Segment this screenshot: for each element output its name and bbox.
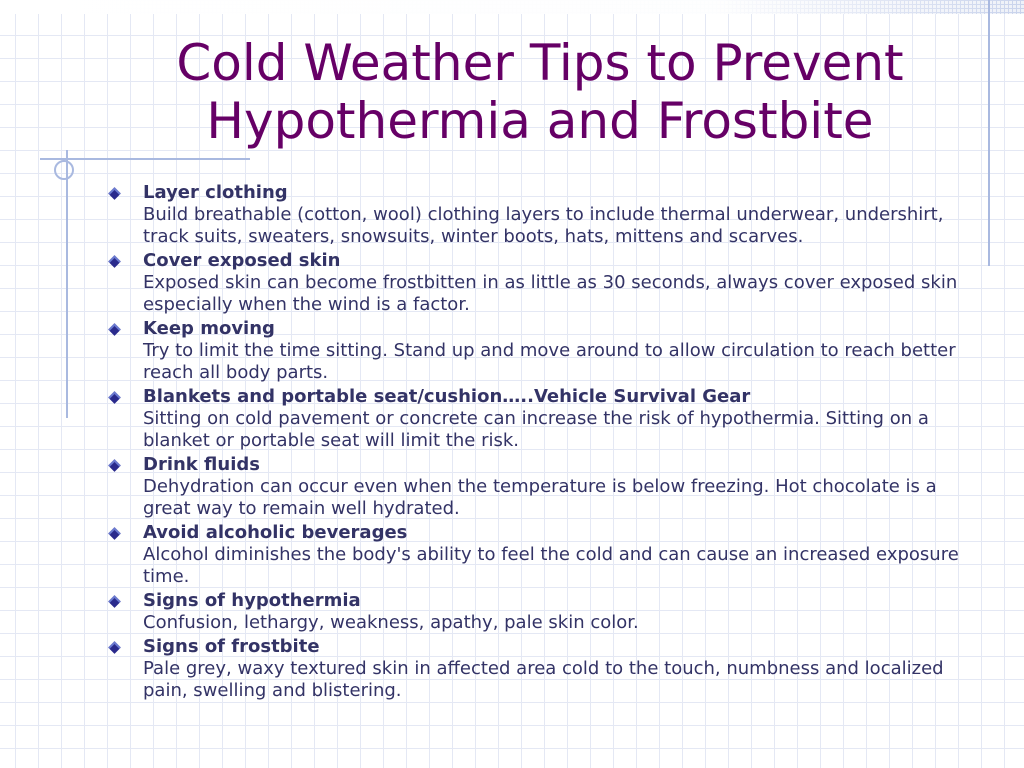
tips-list xyxy=(106,182,966,704)
bullet-heading: Cover exposed skin xyxy=(143,250,341,271)
bullet-body: Exposed skin can become frostbitten in as little as 30 seconds, always cover exposed skin especially when the wind is a factor. xyxy=(143,272,958,315)
bullet-body: Build breathable (cotton, wool) clothing layers to include thermal underwear, undershirt, track suits, sweaters, snowsuits, winter boots, hats, mittens and scarves. xyxy=(143,204,944,247)
list-item xyxy=(106,182,966,248)
decorative-left-vertical-line xyxy=(66,150,68,418)
diamond-bullet-icon xyxy=(108,459,121,472)
bullet-body: Dehydration can occur even when the temperature is below freezing. Hot chocolate is a great way to remain well hydrated. xyxy=(143,476,937,519)
diamond-bullet-icon xyxy=(108,187,121,200)
bullet-heading: Signs of frostbite xyxy=(143,636,320,657)
list-item xyxy=(106,590,966,634)
decorative-top-band-fade xyxy=(0,0,1024,14)
bullet-body: Try to limit the time sitting. Stand up and move around to allow circulation to reach better reach all body parts. xyxy=(143,340,956,383)
decorative-right-vertical-line xyxy=(988,0,990,266)
bullet-heading: Signs of hypothermia xyxy=(143,590,361,611)
decorative-left-horizontal-line xyxy=(40,158,250,160)
bullet-body: Sitting on cold pavement or concrete can increase the risk of hypothermia. Sitting on a blanket or portable seat will limit the risk. xyxy=(143,408,929,451)
diamond-bullet-icon xyxy=(108,641,121,654)
diamond-bullet-icon xyxy=(108,527,121,540)
list-item xyxy=(106,522,966,588)
list-item xyxy=(106,636,966,702)
bullet-heading: Layer clothing xyxy=(143,182,288,203)
diamond-bullet-icon xyxy=(108,595,121,608)
list-item xyxy=(106,386,966,452)
bullet-heading: Blankets and portable seat/cushion…..Vehicle Survival Gear xyxy=(143,386,751,407)
bullet-heading: Drink fluids xyxy=(143,454,260,475)
diamond-bullet-icon xyxy=(108,323,121,336)
bullet-heading: Keep moving xyxy=(143,318,275,339)
list-item xyxy=(106,250,966,316)
list-item xyxy=(106,454,966,520)
bullet-body: Pale grey, waxy textured skin in affected area cold to the touch, numbness and localized pain, swelling and blistering. xyxy=(143,658,944,701)
bullet-heading: Avoid alcoholic beverages xyxy=(143,522,408,543)
slide-title: Cold Weather Tips to Prevent Hypothermia and Frostbite xyxy=(176,34,904,150)
diamond-bullet-icon xyxy=(108,391,121,404)
diamond-bullet-icon xyxy=(108,255,121,268)
list-item xyxy=(106,318,966,384)
decorative-circle xyxy=(54,160,74,180)
bullet-body: Alcohol diminishes the body's ability to feel the cold and can cause an increased exposure time. xyxy=(143,544,959,587)
bullet-body: Confusion, lethargy, weakness, apathy, pale skin color. xyxy=(143,612,639,633)
